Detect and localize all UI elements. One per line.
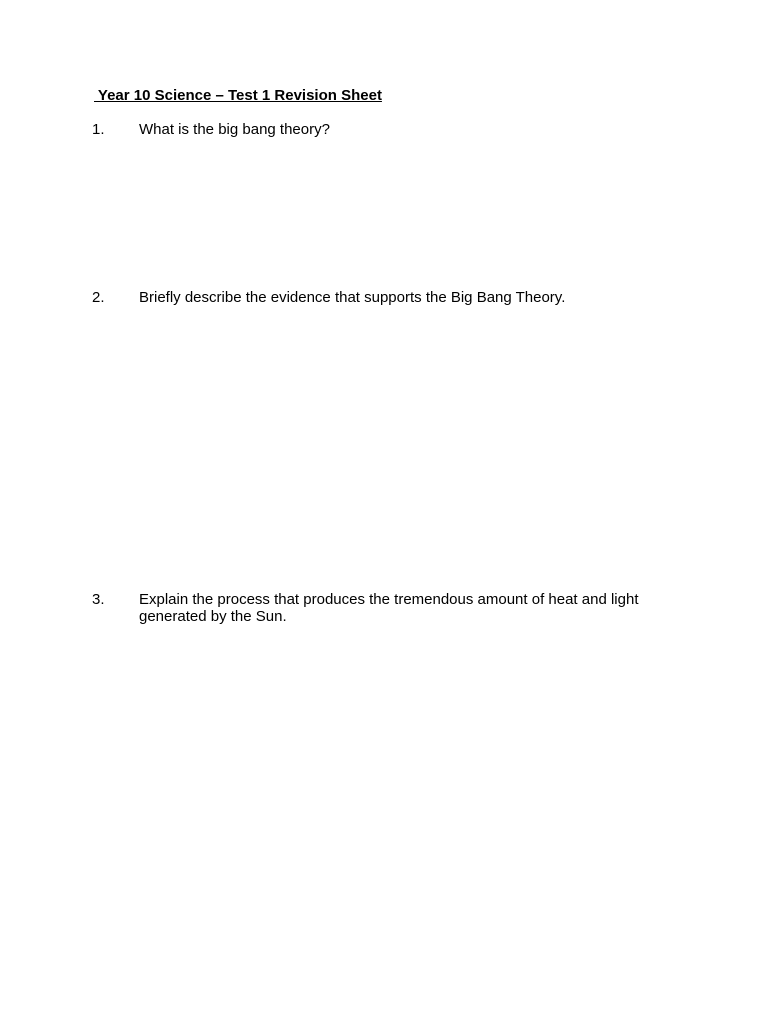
question-text: What is the big bang theory? (139, 121, 330, 138)
question-text: Briefly describe the evidence that supports the Big Bang Theory. (139, 289, 566, 306)
question-number: 3. (92, 591, 105, 608)
question-number: 1. (92, 121, 105, 138)
document-title: Year 10 Science – Test 1 Revision Sheet (94, 87, 382, 104)
question-text: Explain the process that produces the tremendous amount of heat and light generated by the Sun. (139, 591, 639, 625)
question-number: 2. (92, 289, 105, 306)
